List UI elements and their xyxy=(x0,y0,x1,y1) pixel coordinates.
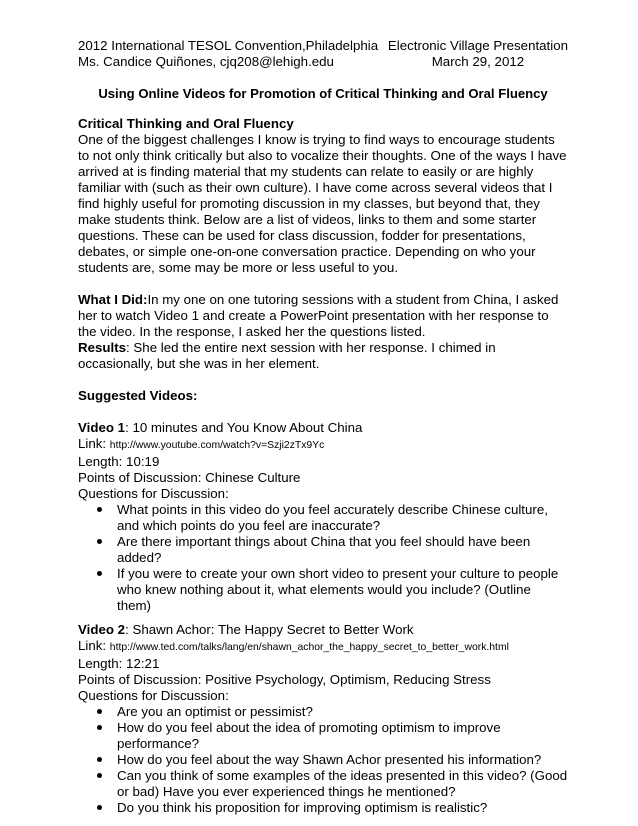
questions-list xyxy=(78,502,568,614)
question-item: Are you an optimist or pessimist? xyxy=(78,704,568,720)
questions-label: Questions for Discussion: xyxy=(78,688,229,703)
page-header xyxy=(78,38,568,70)
video-block xyxy=(78,622,568,816)
intro-paragraph: One of the biggest challenges I know is trying to find ways to encourage students to not only think critically but also to vocalize their thoughts. One of the ways I have arrived at is finding material that my students can relate to easily or are highly familiar with (such as their own culture). I have come across several videos that I find highly useful for promoting discussion in my classes, but beyond that, they make students think. Below are a list of videos, links to them and some starter questions. These can be used for class discussion, fodder for presentations, debates, or simple one-on-one conversation practice. Depending on who your students are, some may be more or less useful to you. xyxy=(78,132,567,275)
section-heading: Critical Thinking and Oral Fluency xyxy=(78,116,294,131)
results-label: Results xyxy=(78,340,127,355)
question-item: Do you think his proposition for improving optimism is realistic? xyxy=(78,800,568,816)
header-left xyxy=(78,38,378,70)
what-i-did-paragraph xyxy=(78,292,568,340)
video-block xyxy=(78,420,568,614)
results-paragraph xyxy=(78,340,568,372)
video-length: Length: 10:19 xyxy=(78,454,160,469)
video-title-line xyxy=(78,622,568,638)
video-points: Points of Discussion: Positive Psychology, Optimism, Reducing Stress xyxy=(78,672,491,687)
question-item: How do you feel about the way Shawn Achor presented his information? xyxy=(78,752,568,768)
question-item: What points in this video do you feel accurately describe Chinese culture, and which points do you feel are inaccurate? xyxy=(78,502,568,534)
document-page xyxy=(78,38,568,816)
what-i-did-label: What I Did: xyxy=(78,292,148,307)
video-link[interactable]: http://www.ted.com/talks/lang/en/shawn_achor_the_happy_secret_to_better_work.html xyxy=(109,642,509,653)
video-link-line xyxy=(78,638,568,656)
conference-line: 2012 International TESOL Convention,Philadelphia xyxy=(78,38,379,53)
header-right xyxy=(388,38,568,70)
link-label: Link: xyxy=(78,436,107,451)
document-title: Using Online Videos for Promotion of Critical Thinking and Oral Fluency xyxy=(98,86,548,101)
suggested-videos-heading: Suggested Videos: xyxy=(78,388,198,403)
questions-list xyxy=(78,704,568,816)
video-label: Video 1 xyxy=(78,420,126,435)
video-link[interactable]: http://www.youtube.com/watch?v=Szji2zTx9Yc xyxy=(109,440,325,451)
question-item: Can you think of some examples of the ideas presented in this video? (Good or bad) Have you ever experienced things he mentioned? xyxy=(78,768,568,800)
question-item: If you were to create your own short video to present your culture to people who knew nothing about it, what elements would you include? (Outline them) xyxy=(78,566,568,614)
question-item: Are there important things about China that you feel should have been added? xyxy=(78,534,568,566)
questions-label: Questions for Discussion: xyxy=(78,486,229,501)
video-length: Length: 12:21 xyxy=(78,656,160,671)
presentation-type: Electronic Village Presentation xyxy=(387,38,568,53)
video-label: Video 2 xyxy=(78,622,126,637)
results-text: : She led the entire next session with her response. I chimed in occasionally, but she was in her element. xyxy=(78,340,496,371)
link-label: Link: xyxy=(78,638,107,653)
video-points: Points of Discussion: Chinese Culture xyxy=(78,470,301,485)
video-title: : Shawn Achor: The Happy Secret to Better Work xyxy=(125,622,414,637)
question-item: How do you feel about the idea of promoting optimism to improve performance? xyxy=(78,720,568,752)
author-line: Ms. Candice Quiñones, cjq208@lehigh.edu xyxy=(78,54,334,69)
presentation-date: March 29, 2012 xyxy=(431,54,525,69)
what-i-did-text: In my one on one tutoring sessions with a student from China, I asked her to watch Video 1 and create a PowerPoint presentation with her response to the video. In the response, I asked her the questions listed. xyxy=(78,292,559,339)
video-title-line xyxy=(78,420,568,436)
video-title: : 10 minutes and You Know About China xyxy=(125,420,363,435)
video-link-line xyxy=(78,436,568,454)
